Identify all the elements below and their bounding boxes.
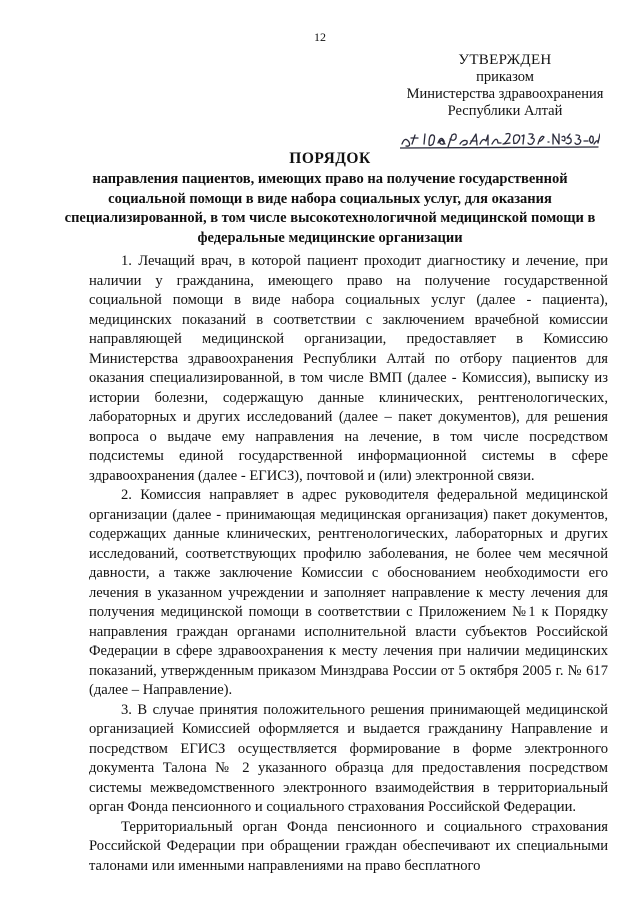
approval-title: УТВЕРЖДЕН (458, 52, 552, 68)
document-subtitle: направления пациентов, имеющих право на получение государственной социальной помощи в виде набора социальных услуг, для оказания специализированной, в том числе высокотехнологичной медицинской помощи в федеральные медицинские организации (64, 171, 596, 246)
paragraph-1: 1. Лечащий врач, в которой пациент проходит диагностику и лечение, при наличии у гражданина, имеющего право на получение государственной социальной помощи в виде набора социальных услуг (далее - пациента), медицинских показаний в соответствии с заключением врачебной комиссии направляющей медицинской организации, предоставляет в Комиссию Министерства здравоохранения Республики Алтай по отбору пациентов для оказания специализированной, в том числе ВМП (далее - Комиссия), выписку из истории болезни, содержащую данные клинических, рентгенологических, лабораторных и других исследований (далее – пакет документов), для решения вопроса о выдаче ему направления на лечение, в том числе посредством подсистемы единой государственной информационной системы в сфере здравоохранения (далее - ЕГИСЗ), почтовой и (или) электронной связи. (89, 253, 608, 484)
document-body (89, 252, 608, 876)
paragraph-4: Территориальный орган Фонда пенсионного и социального страхования Российской Федерации при обращении граждан обеспечивают их специальными талонами или именными направлениями на право бесплатного (89, 818, 608, 874)
document-heading (60, 149, 600, 248)
handwritten-date-signature (400, 122, 600, 152)
document-title: ПОРЯДОК (289, 150, 371, 167)
page-number: 12 (314, 30, 326, 44)
approval-stamp (380, 52, 630, 152)
approval-line-order: приказом (476, 69, 534, 85)
paragraph-2: 2. Комиссия направляет в адрес руководителя федеральной медицинской организации (далее - принимающая медицинская организация) пакет документов, содержащих данные клинических, рентгенологических, лабораторных и других исследований, соответствующих профилю заболевания, не более чем месячной давности, а также заключение Комиссии с обоснованием необходимости его лечения в указанном учреждении и заполняет направление к месту лечения для получения медицинской помощи в соответствии с Приложением №1 к Порядку направления граждан органами исполнительной власти субъектов Российской Федерации в сфере здравоохранения к месту лечения при наличии медицинских показаний, утвержденным приказом Минздрава России от 5 октября 2005 г. № 617 (далее – Направление). (89, 487, 608, 698)
approval-line-ministry: Министерства здравоохранения (406, 86, 604, 102)
approval-line-republic: Республики Алтай (447, 103, 563, 119)
paragraph-3: 3. В случае принятия положительного решения принимающей медицинской организацией Комиссией оформляется и выдается гражданину Направление и посредством ЕГИСЗ осуществляется формирование в форме электронного документа Талона № 2 указанного образца для предоставления посредством системы межведомственного электронного взаимодействия в территориальный орган Фонда пенсионного и социального страхования Российской Федерации. (89, 701, 608, 815)
